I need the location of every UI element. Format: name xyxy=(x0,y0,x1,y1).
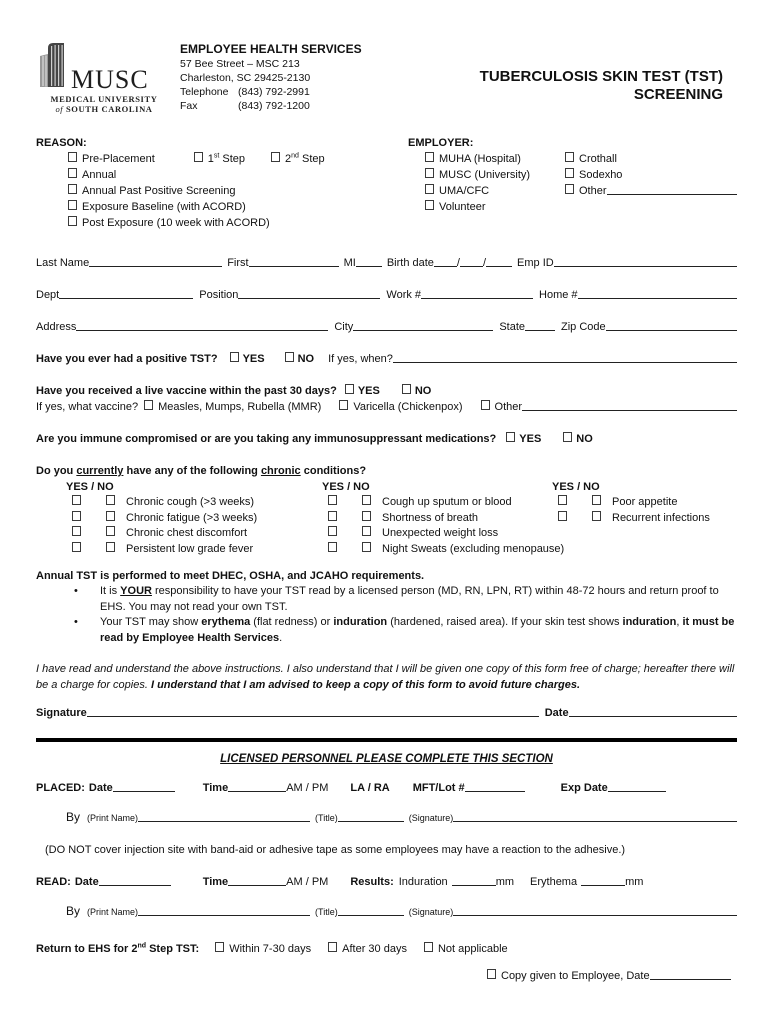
if-yes-when-field[interactable] xyxy=(393,361,737,363)
placed-print-name-label: (Print Name) xyxy=(87,813,139,823)
checkbox-employer-other[interactable] xyxy=(565,184,574,194)
no-label: NO xyxy=(297,353,315,365)
checkbox-uma-cfc[interactable] xyxy=(425,184,434,194)
placed-by-label: By xyxy=(66,810,81,824)
instructions-heading: Annual TST is performed to meet DHEC, OSHA, and JCAHO requirements. xyxy=(36,570,425,582)
erythema-mm-label: mm xyxy=(625,876,644,888)
condition-label: Shortness of breath xyxy=(382,511,479,524)
position-label: Position xyxy=(199,289,239,301)
option-first-step: 1st Step xyxy=(207,152,246,165)
fax-number: (843) 792-1200 xyxy=(238,100,310,112)
read-by-label: By xyxy=(66,904,81,918)
ampm-label: AM / PM xyxy=(286,782,329,794)
checkbox-mmr[interactable] xyxy=(144,400,153,410)
condition-no-checkbox[interactable] xyxy=(106,542,115,552)
checkbox-musc-university[interactable] xyxy=(425,168,434,178)
placed-signature-label: (Signature) xyxy=(408,813,454,823)
birth-day-field[interactable] xyxy=(460,265,483,267)
condition-no-checkbox[interactable] xyxy=(106,495,115,505)
checkbox-positive-tst-no[interactable] xyxy=(285,352,294,362)
checkbox-sodexho[interactable] xyxy=(565,168,574,178)
condition-no-checkbox[interactable] xyxy=(362,495,371,505)
placed-title-label: (Title) xyxy=(315,813,338,823)
placed-date-field[interactable] xyxy=(113,790,175,792)
checkbox-immune-yes[interactable] xyxy=(506,432,515,442)
checkbox-crothall[interactable] xyxy=(565,152,574,162)
read-date-label: Date xyxy=(74,876,99,888)
signature-field[interactable] xyxy=(87,715,539,717)
condition-yes-checkbox[interactable] xyxy=(328,526,337,536)
erythema-label: Erythema xyxy=(530,876,578,888)
licensed-section-heading: LICENSED PERSONNEL PLEASE COMPLETE THIS SECTION xyxy=(220,753,553,765)
after-label: After 30 days xyxy=(342,943,407,955)
conditions-section xyxy=(36,463,737,557)
fax-label: Fax xyxy=(180,100,198,112)
exp-date-field[interactable] xyxy=(608,790,666,792)
positive-tst-question xyxy=(36,351,737,367)
injection-site-note: (DO NOT cover injection site with band-aid or adhesive tape as some employees may have a reaction to the adhesive.) xyxy=(45,844,626,856)
work-phone-label: Work # xyxy=(386,289,422,301)
birth-year-field[interactable] xyxy=(486,265,512,267)
vaccine-other-label: Other xyxy=(494,401,523,413)
condition-label: Persistent low grade fever xyxy=(126,542,254,555)
instruction-bullet-1: • It is YOUR responsibility to have your TST read by a licensed person (MD, RN, LPN, RT) within 48-72 hours and return proof to EHS. You may not read your own TST. xyxy=(100,584,736,615)
read-time-field[interactable] xyxy=(228,884,286,886)
option-post-exposure: Post Exposure (10 week with ACORD) xyxy=(82,217,270,229)
read-by-name-field[interactable] xyxy=(138,914,310,916)
yes-no-header: YES / NO xyxy=(66,481,114,493)
logo-acronym: MUSC xyxy=(71,65,149,94)
condition-label: Unexpected weight loss xyxy=(382,527,499,539)
yes-no-header: YES / NO xyxy=(322,481,370,493)
department-name: EMPLOYEE HEALTH SERVICES xyxy=(180,42,362,56)
dept-field[interactable] xyxy=(59,297,193,299)
form-title: TUBERCULOSIS SKIN TEST (TST) SCREENING xyxy=(479,68,723,103)
yes-label: YES xyxy=(357,385,380,397)
exp-date-label: Exp Date xyxy=(560,782,608,794)
if-yes-when-label: If yes, when? xyxy=(328,353,393,365)
condition-yes-checkbox[interactable] xyxy=(328,511,337,521)
option-annual-past-positive: Annual Past Positive Screening xyxy=(82,185,236,197)
checkbox-annual[interactable] xyxy=(68,168,77,178)
condition-yes-checkbox[interactable] xyxy=(72,495,81,505)
checkbox-positive-tst-yes[interactable] xyxy=(230,352,239,362)
condition-label: Recurrent infections xyxy=(612,511,710,524)
condition-yes-checkbox[interactable] xyxy=(558,495,567,505)
checkbox-vaccine-yes[interactable] xyxy=(345,384,354,394)
condition-yes-checkbox[interactable] xyxy=(328,495,337,505)
condition-label: Poor appetite xyxy=(612,496,678,508)
mft-lot-label: MFT/Lot # xyxy=(412,782,465,794)
option-muha: MUHA (Hospital) xyxy=(439,153,521,165)
condition-label: Chronic fatigue (>3 weeks) xyxy=(126,511,258,524)
live-vaccine-question xyxy=(36,383,737,399)
name-row xyxy=(36,255,737,271)
reason-section xyxy=(36,135,408,231)
employer-heading: EMPLOYER: xyxy=(408,137,474,149)
vaccine-other-field[interactable] xyxy=(522,409,737,411)
condition-no-checkbox[interactable] xyxy=(362,511,371,521)
checkbox-after-30-days[interactable] xyxy=(328,942,337,952)
condition-yes-checkbox[interactable] xyxy=(72,511,81,521)
mi-label: MI xyxy=(343,257,356,269)
emp-id-label: Emp ID xyxy=(517,257,554,269)
state-label: State xyxy=(499,321,525,333)
positive-tst-label: Have you ever had a positive TST? xyxy=(36,353,218,365)
reason-employer-section xyxy=(36,135,737,231)
condition-label: Night Sweats (excluding menopause) xyxy=(382,542,565,555)
ampm-label: AM / PM xyxy=(286,876,329,888)
option-pre-placement: Pre-Placement xyxy=(82,153,155,165)
checkbox-first-step[interactable] xyxy=(194,152,203,162)
birth-date-slash-2: / xyxy=(482,257,487,269)
conditions-column-3 xyxy=(552,479,737,526)
address-field[interactable] xyxy=(76,329,328,331)
placed-time-label: Time xyxy=(202,782,229,794)
questions-section xyxy=(36,351,737,447)
telephone-number: (843) 792-2991 xyxy=(238,86,310,98)
header xyxy=(36,42,737,114)
placed-by-title-field[interactable] xyxy=(338,820,404,822)
condition-no-checkbox[interactable] xyxy=(362,542,371,552)
read-by-signature-field[interactable] xyxy=(453,914,737,916)
employer-other-field[interactable] xyxy=(607,193,737,195)
emp-id-field[interactable] xyxy=(554,265,737,267)
checkbox-vaccine-other[interactable] xyxy=(481,400,490,410)
within-label: Within 7-30 days xyxy=(229,943,312,955)
checkbox-post-exposure[interactable] xyxy=(68,216,77,226)
read-by-title-field[interactable] xyxy=(338,914,404,916)
copy-given-row xyxy=(36,968,737,984)
condition-yes-checkbox[interactable] xyxy=(72,526,81,536)
condition-yes-checkbox[interactable] xyxy=(328,542,337,552)
read-print-name-label: (Print Name) xyxy=(87,907,139,917)
what-vaccine-label: If yes, what vaccine? xyxy=(36,401,139,413)
last-name-label: Last Name xyxy=(36,257,90,269)
instructions-section xyxy=(36,568,737,646)
telephone-label: Telephone xyxy=(180,86,229,98)
read-by-row xyxy=(36,903,737,920)
copy-date-field[interactable] xyxy=(650,978,731,980)
first-name-label: First xyxy=(227,257,249,269)
zip-field[interactable] xyxy=(606,329,737,331)
placed-row xyxy=(36,780,737,796)
first-name-field[interactable] xyxy=(249,265,339,267)
reason-heading: REASON: xyxy=(36,137,87,149)
placed-date-label: Date xyxy=(88,782,113,794)
instruction-bullet-2: • Your TST may show erythema (flat redness) or induration (hardened, raised area). If your skin test shows induration, it must be read by Employee Health Services. xyxy=(100,615,736,646)
condition-label: Chronic chest discomfort xyxy=(126,527,248,539)
no-label: NO xyxy=(576,433,593,445)
read-date-field[interactable] xyxy=(99,884,171,886)
checkbox-not-applicable[interactable] xyxy=(424,942,433,952)
erythema-field[interactable] xyxy=(581,884,625,886)
signature-date-field[interactable] xyxy=(569,715,737,717)
read-signature-label: (Signature) xyxy=(408,907,454,917)
condition-no-checkbox[interactable] xyxy=(106,511,115,521)
copy-given-label: Copy given to Employee, Date xyxy=(501,970,650,982)
not-applicable-label: Not applicable xyxy=(437,943,508,955)
checkbox-within-7-30-days[interactable] xyxy=(215,942,224,952)
no-label: NO xyxy=(414,385,432,397)
zip-label: Zip Code xyxy=(561,321,606,333)
option-uma-cfc: UMA/CFC xyxy=(439,185,490,197)
placed-by-row xyxy=(36,809,737,826)
section-divider xyxy=(36,738,737,742)
condition-no-checkbox[interactable] xyxy=(106,526,115,536)
option-second-step: 2nd Step xyxy=(285,152,325,165)
option-annual: Annual xyxy=(82,169,117,181)
signature-row xyxy=(36,705,737,721)
yes-label: YES xyxy=(519,433,542,445)
address-line-1: 57 Bee Street – MSC 213 xyxy=(180,58,300,70)
checkbox-exposure-baseline[interactable] xyxy=(68,200,77,210)
dept-row xyxy=(36,287,737,303)
immune-label: Are you immune compromised or are you taking any immunosuppressant medications? xyxy=(36,433,497,445)
what-vaccine-row xyxy=(36,399,737,415)
logo-tagline-1: MEDICAL UNIVERSITY xyxy=(50,94,158,104)
results-label: Results: xyxy=(350,876,394,888)
read-label: READ: xyxy=(36,876,71,888)
address-line-2: Charleston, SC 29425-2130 xyxy=(180,72,311,84)
placed-by-name-field[interactable] xyxy=(138,820,310,822)
option-musc-university: MUSC (University) xyxy=(439,169,531,181)
placed-label: PLACED: xyxy=(36,782,85,794)
checkbox-muha[interactable] xyxy=(425,152,434,162)
varicella-label: Varicella (Chickenpox) xyxy=(353,401,463,413)
option-volunteer: Volunteer xyxy=(439,201,486,213)
city-label: City xyxy=(334,321,354,333)
condition-no-checkbox[interactable] xyxy=(592,511,601,521)
home-phone-label: Home # xyxy=(539,289,578,301)
conditions-column-1 xyxy=(66,479,322,557)
induration-mm-label: mm xyxy=(495,876,515,888)
checkbox-volunteer[interactable] xyxy=(425,200,434,210)
induration-label: Induration xyxy=(398,876,448,888)
address-label: Address xyxy=(36,321,77,333)
read-row xyxy=(36,874,737,890)
birth-date-slash-1: / xyxy=(456,257,460,269)
birth-month-field[interactable] xyxy=(434,265,457,267)
home-phone-field[interactable] xyxy=(578,297,737,299)
state-field[interactable] xyxy=(525,329,555,331)
checkbox-annual-past-positive[interactable] xyxy=(68,184,77,194)
signature-label: Signature xyxy=(36,707,87,719)
read-time-label: Time xyxy=(202,876,229,888)
condition-no-checkbox[interactable] xyxy=(592,495,601,505)
city-field[interactable] xyxy=(353,329,493,331)
return-label: Return to EHS for 2nd Step TST: xyxy=(36,942,200,955)
birth-date-label: Birth date xyxy=(386,257,434,269)
placed-time-field[interactable] xyxy=(228,790,286,792)
position-field[interactable] xyxy=(238,297,380,299)
mmr-label: Measles, Mumps, Rubella (MMR) xyxy=(158,401,322,413)
yes-label: YES xyxy=(242,353,265,365)
option-crothall: Crothall xyxy=(579,153,617,165)
option-exposure-baseline: Exposure Baseline (with ACORD) xyxy=(82,201,246,213)
live-vaccine-label: Have you received a live vaccine within the past 30 days? xyxy=(36,385,337,397)
checkbox-varicella[interactable] xyxy=(339,400,348,410)
last-name-field[interactable] xyxy=(89,265,222,267)
signature-date-label: Date xyxy=(544,707,569,719)
demographics-section xyxy=(36,255,737,335)
building-icon xyxy=(36,42,68,93)
conditions-heading: Do you currently have any of the following chronic conditions? xyxy=(36,465,367,477)
logo-tagline-2: of SOUTH CAROLINA xyxy=(55,104,153,114)
acknowledgment-paragraph: I have read and understand the above instructions. I also understand that I will be given one copy of this form free of charge; hereafter there will be a charge for copies. I understand that I am advised to keep a copy of this form to avoid future charges. xyxy=(36,663,735,691)
yes-no-header: YES / NO xyxy=(552,481,600,493)
dept-label: Dept xyxy=(36,289,60,301)
option-employer-other: Other xyxy=(579,185,607,197)
employer-section xyxy=(408,135,737,215)
checkbox-pre-placement[interactable] xyxy=(68,152,77,162)
condition-no-checkbox[interactable] xyxy=(362,526,371,536)
musc-logo xyxy=(36,42,172,114)
checkbox-copy-given[interactable] xyxy=(487,969,496,979)
ehs-address-block xyxy=(180,42,395,113)
conditions-column-2 xyxy=(322,479,565,557)
work-phone-field[interactable] xyxy=(421,297,533,299)
checkbox-second-step[interactable] xyxy=(271,152,280,162)
immune-question xyxy=(36,431,737,447)
la-ra-label: LA / RA xyxy=(350,782,390,794)
return-row xyxy=(36,941,737,957)
condition-yes-checkbox[interactable] xyxy=(558,511,567,521)
mi-field[interactable] xyxy=(356,265,382,267)
mft-lot-field[interactable] xyxy=(465,790,525,792)
option-sodexho: Sodexho xyxy=(579,169,623,181)
induration-field[interactable] xyxy=(452,884,496,886)
checkbox-vaccine-no[interactable] xyxy=(402,384,411,394)
condition-yes-checkbox[interactable] xyxy=(72,542,81,552)
condition-label: Chronic cough (>3 weeks) xyxy=(126,496,255,508)
checkbox-immune-no[interactable] xyxy=(563,432,572,442)
condition-label: Cough up sputum or blood xyxy=(382,496,512,508)
address-row xyxy=(36,319,737,335)
placed-by-signature-field[interactable] xyxy=(453,820,737,822)
read-title-label: (Title) xyxy=(315,907,338,917)
